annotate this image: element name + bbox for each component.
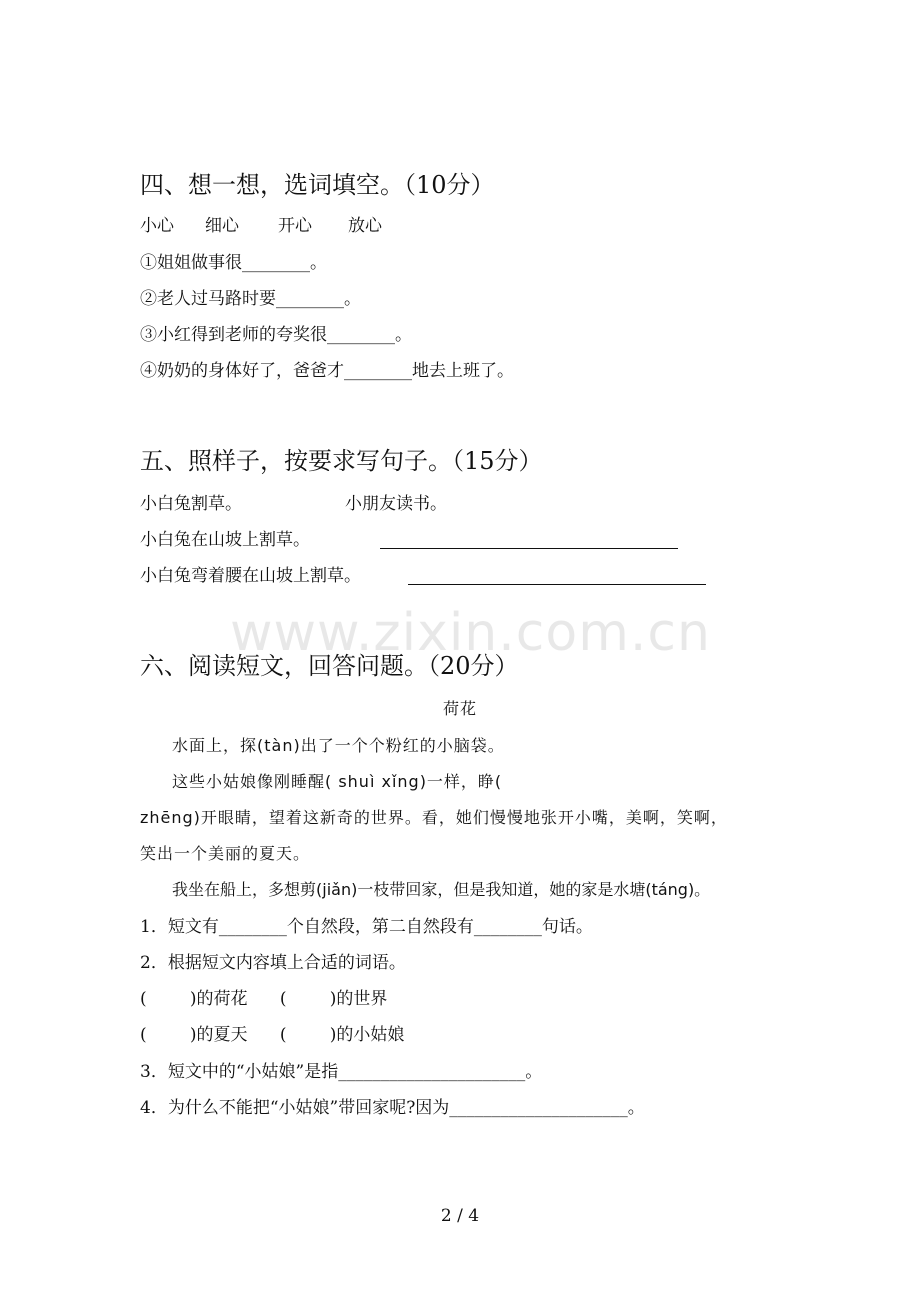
question-2: 2．根据短文内容填上合适的词语。 (140, 953, 406, 973)
example-sentence-b: 小朋友读书。 (345, 494, 447, 514)
word-bank-item: 开心 (278, 216, 312, 236)
word-bank-item: 细心 (205, 216, 239, 236)
word-bank-item: 小心 (140, 216, 174, 236)
story-paragraph: zhēng)开眼睛，望着这新奇的世界。看，她们慢慢地张开小嘴，美啊，笑啊， (140, 808, 728, 827)
question-1: 1．短文有________个自然段，第二自然段有________句话。 (140, 917, 593, 937)
story-paragraph: 笑出一个美丽的夏天。 (140, 844, 311, 863)
fill-item-2: ②老人过马路时要________。 (140, 289, 361, 309)
question-3: 3．短文中的“小姑娘”是指______________________。 (140, 1062, 543, 1082)
question-2-row-a: ( )的荷花 ( )的世界 (140, 989, 388, 1009)
story-paragraph: 水面上，探(tàn)出了一个个粉红的小脑袋。 (172, 736, 505, 755)
example-sentence-a: 小白兔割草。 (140, 494, 242, 514)
sentence-line-3: 小白兔弯着腰在山坡上割草。 (140, 566, 361, 586)
sentence-line-2: 小白兔在山坡上割草。 (140, 530, 310, 550)
question-2-row-b: ( )的夏天 ( )的小姑娘 (140, 1025, 405, 1045)
watermark: www.zixin.com.cn (230, 603, 711, 663)
fill-item-3: ③小红得到老师的夸奖很________。 (140, 325, 412, 345)
word-bank-item: 放心 (348, 216, 382, 236)
answer-blank-2 (408, 584, 706, 585)
section5-heading: 五、照样子，按要求写句子。（15分） (140, 447, 543, 475)
story-paragraph: 我坐在船上，多想剪(jiǎn)一枝带回家，但是我知道，她的家是水塘(táng)。 (172, 880, 711, 899)
story-paragraph: 这些小姑娘像刚睡醒( shuì xǐng)一样，睁( (172, 772, 503, 791)
page-number: 2 / 4 (440, 1206, 480, 1226)
section4-heading: 四、想一想，选词填空。（10分） (140, 171, 495, 199)
section6-heading: 六、阅读短文，回答问题。（20分） (140, 652, 519, 680)
fill-item-1: ①姐姐做事很________。 (140, 253, 327, 273)
fill-item-4: ④奶奶的身体好了，爸爸才________地去上班了。 (140, 361, 514, 381)
answer-blank-1 (380, 548, 678, 549)
question-4: 4．为什么不能把“小姑娘”带回家呢?因为_____________________。 (140, 1098, 645, 1118)
story-title: 荷花 (443, 699, 478, 718)
